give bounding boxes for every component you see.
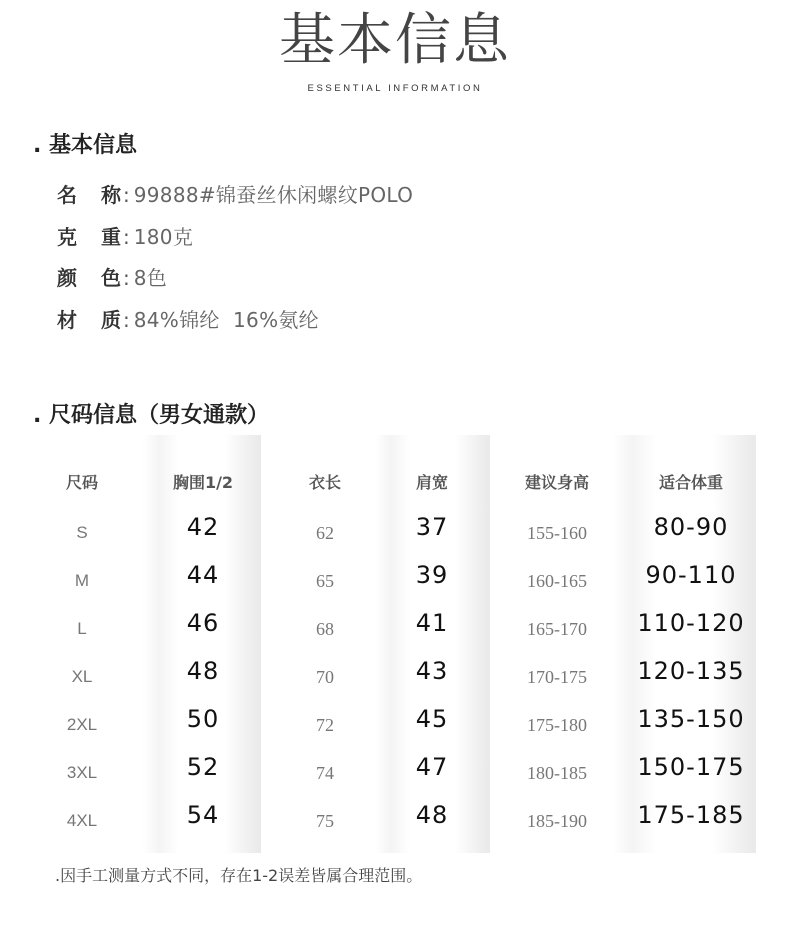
table-cell: 170-175 bbox=[527, 667, 587, 687]
table-cell: 80-90 bbox=[653, 513, 729, 541]
table-cell: 120-135 bbox=[637, 657, 745, 685]
info-row bbox=[57, 180, 413, 210]
column-header: 肩宽 bbox=[415, 473, 448, 492]
table-cell: 47 bbox=[415, 753, 449, 781]
size-table bbox=[30, 435, 760, 855]
table-cell: 46 bbox=[186, 609, 220, 637]
table-cell: 90-110 bbox=[645, 561, 737, 589]
table-cell: 4XL bbox=[66, 811, 98, 830]
basic-info-title: . 基本信息 bbox=[33, 133, 138, 158]
table-cell: 74 bbox=[316, 763, 334, 783]
table-cell: 44 bbox=[186, 561, 220, 589]
info-row bbox=[57, 222, 193, 252]
info-label bbox=[57, 222, 123, 252]
column-header: 衣长 bbox=[308, 473, 341, 492]
info-label bbox=[57, 305, 123, 335]
table-cell: 165-170 bbox=[527, 619, 587, 639]
table-cell: 155-160 bbox=[527, 523, 587, 543]
info-colon: : bbox=[123, 308, 130, 332]
column-shade bbox=[375, 435, 490, 853]
column-shade bbox=[143, 435, 261, 853]
info-label bbox=[57, 263, 123, 293]
table-cell: 150-175 bbox=[637, 753, 745, 781]
table-cell: 50 bbox=[186, 705, 220, 733]
info-colon: : bbox=[123, 183, 130, 207]
info-label-char: 材 bbox=[57, 308, 77, 332]
measurement-note: .因手工测量方式不同，存在1-2误差皆属合理范围。 bbox=[55, 866, 423, 885]
column-header: 胸围1/2 bbox=[172, 473, 234, 492]
size-info-title: . 尺码信息（男女通款） bbox=[33, 403, 270, 428]
column-header: 尺码 bbox=[65, 473, 98, 492]
info-label bbox=[57, 180, 123, 210]
table-cell: M bbox=[74, 571, 90, 590]
table-cell: 110-120 bbox=[637, 609, 745, 637]
table-cell: 42 bbox=[186, 513, 220, 541]
info-colon: : bbox=[123, 225, 130, 249]
column-header: 建议身高 bbox=[524, 473, 589, 492]
column-header: 适合体重 bbox=[658, 473, 723, 492]
page-title: 基本信息 bbox=[279, 8, 511, 73]
info-label-char: 克 bbox=[57, 225, 77, 249]
info-row bbox=[57, 305, 319, 335]
table-cell: 2XL bbox=[66, 715, 98, 734]
table-cell: 70 bbox=[316, 667, 334, 687]
info-label-char: 颜 bbox=[57, 266, 77, 290]
info-value: 180克 bbox=[133, 225, 194, 249]
info-value: 99888#锦蚕丝休闲螺纹POLO bbox=[133, 183, 414, 207]
table-cell: 65 bbox=[316, 571, 334, 591]
table-cell: 41 bbox=[415, 609, 449, 637]
info-label-char: 质 bbox=[101, 308, 121, 332]
table-cell: 48 bbox=[186, 657, 220, 685]
table-cell: 72 bbox=[316, 715, 334, 735]
info-label-char: 重 bbox=[101, 225, 121, 249]
info-row bbox=[57, 263, 167, 293]
table-cell: 39 bbox=[415, 561, 449, 589]
info-value: 84%锦纶 16%氨纶 bbox=[133, 308, 319, 332]
table-cell: 62 bbox=[316, 523, 334, 543]
table-cell: XL bbox=[71, 667, 93, 686]
table-cell: 43 bbox=[415, 657, 449, 685]
table-cell: 180-185 bbox=[527, 763, 587, 783]
info-label-char: 称 bbox=[101, 183, 121, 207]
info-label-char: 名 bbox=[57, 183, 77, 207]
info-label-char: 色 bbox=[101, 266, 121, 290]
column-shade bbox=[613, 435, 756, 853]
table-cell: 175-185 bbox=[637, 801, 745, 829]
page-subtitle: ESSENTIAL INFORMATION bbox=[307, 83, 483, 94]
table-cell: 45 bbox=[415, 705, 449, 733]
table-cell: 3XL bbox=[66, 763, 98, 782]
table-cell: 175-180 bbox=[527, 715, 587, 735]
table-cell: 54 bbox=[186, 801, 220, 829]
table-cell: 75 bbox=[316, 811, 334, 831]
table-cell: L bbox=[77, 619, 87, 638]
table-cell: 48 bbox=[415, 801, 449, 829]
info-value: 8色 bbox=[133, 266, 168, 290]
table-cell: S bbox=[76, 523, 88, 542]
table-cell: 37 bbox=[415, 513, 449, 541]
info-colon: : bbox=[123, 266, 130, 290]
table-cell: 52 bbox=[186, 753, 220, 781]
table-cell: 68 bbox=[316, 619, 334, 639]
table-cell: 185-190 bbox=[527, 811, 587, 831]
table-cell: 160-165 bbox=[527, 571, 587, 591]
table-cell: 135-150 bbox=[637, 705, 745, 733]
